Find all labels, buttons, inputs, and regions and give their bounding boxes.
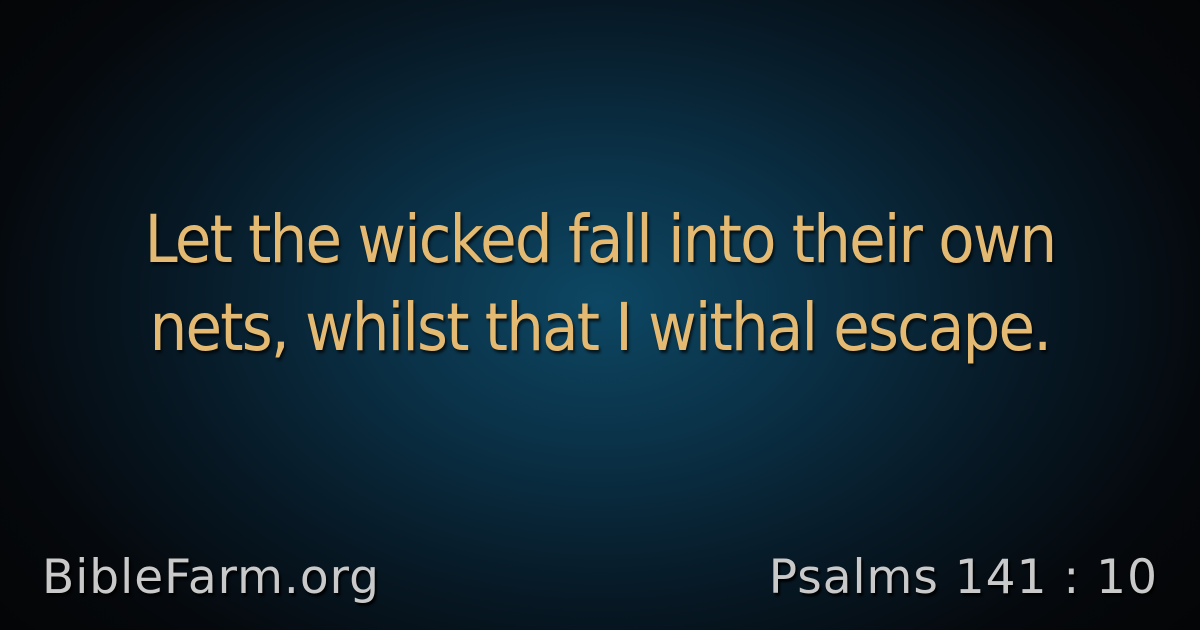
site-name: BibleFarm.org <box>42 550 380 605</box>
verse-text <box>60 196 1140 372</box>
verse-line-2: nets, whilst that I withal escape. <box>149 289 1051 366</box>
verse-reference: Psalms 141 : 10 <box>768 550 1158 605</box>
verse-line-1: Let the wicked fall into their own <box>144 201 1056 278</box>
